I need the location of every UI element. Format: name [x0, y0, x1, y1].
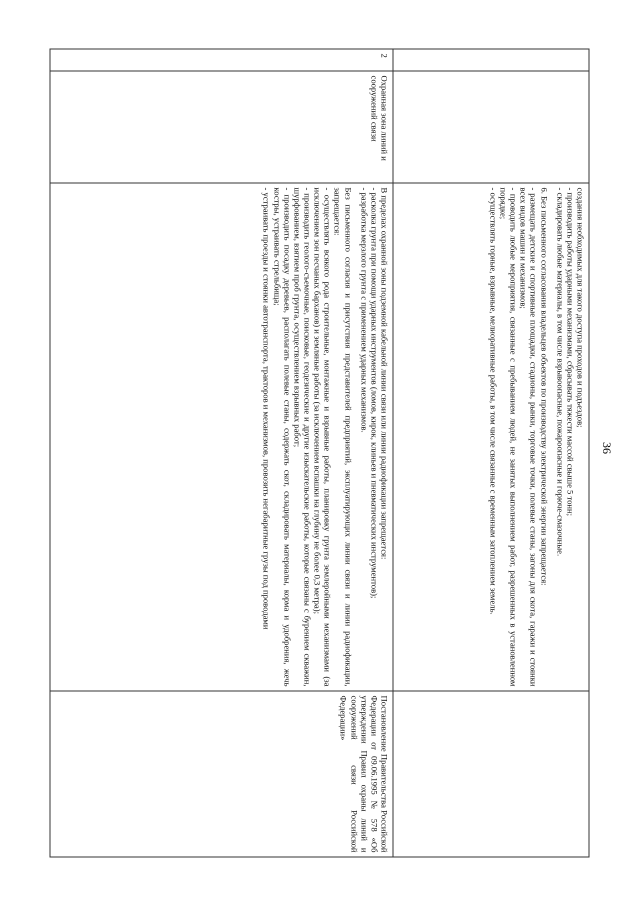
legal-basis-cell — [50, 691, 393, 857]
row-number-cell: 2 — [50, 49, 393, 71]
rules-cell — [393, 183, 589, 691]
rule-paragraph: Без письменного согласия и присутствия представителей предприятий, эксплуатирующих линии связи и линии радиофикации, запрещается: — [332, 187, 354, 686]
legal-basis-text: Постановление Правительства Российской Федерации от 09.06.1995 № 578 «Об утверждении Правил охраны линий и сооружений связи Российской Федерации» — [338, 695, 390, 852]
rules-cell — [50, 183, 393, 691]
rule-paragraph: - разработка мерзлого грунта с применением ударных механизмов. — [359, 187, 370, 433]
row-number-cell — [393, 49, 589, 71]
table-row — [393, 49, 589, 857]
rotated-table-container — [51, 48, 590, 856]
rule-paragraph: - размещать детские и спортивные площадки, стадионы, рынки, торговые точки, полевые станы, загоны для скота, гаражи и стоянки всех видов машин и механизмов; — [518, 187, 539, 686]
legal-basis-cell — [393, 691, 589, 857]
rule-paragraph: - производить посадку деревьев, располагать полевые станы, содержать скот, складировать материалы, корма и удобрения, жечь костры, устраивать стрельбища; — [272, 187, 293, 686]
rule-paragraph: создания необходимых для такого доступа проходов и подъездов; — [575, 187, 586, 428]
table-row — [50, 49, 393, 857]
rule-paragraph: - производить работы ударными механизмами, сбрасывать тяжести массой свыше 5 тонн; — [565, 187, 576, 516]
zone-name-cell — [393, 71, 589, 183]
zone-name-cell: Охранная зона линий и сооружений связи — [50, 71, 393, 183]
rule-paragraph: - осуществлять всякого рода строительные, монтажные и взрывные работы, планировку грунта землеройными механизмами (за исключением зон песчаных барханов) и земляные работы (за исключением вспашки на глубину не более 0,3 метра); — [312, 187, 333, 686]
rule-paragraph: - производить геолого-съемочные, поисковые, геодезические и другие изыскательские работы, которые связаны с бурением скважин, шурфованием, взятием проб грунта, осуществлением взрывных работ; — [292, 187, 313, 686]
rule-paragraph: - устраивать проезды и стоянки автотранспорта, тракторов и механизмов, провозить негабаритные грузы под проводами — [261, 187, 272, 629]
rule-paragraph: В пределах охранной зоны подземной кабельной линии связи или линии радиофикации запрещается: — [379, 187, 390, 559]
rule-paragraph: - осуществлять горные, взрывные, мелиоративные работы, в том числе связанные с временным затоплением земель. — [488, 187, 499, 615]
page-number: 36 — [600, 442, 614, 454]
regulations-table — [50, 48, 590, 857]
rule-paragraph: - расколка грунта при помощи ударных инструментов (ломов, кирок, клиньев и пневматических инструментов); — [369, 187, 380, 598]
rule-paragraph: 6. Без письменного согласования владельцев объектов по производству электрической энергии запрещается: — [539, 187, 550, 586]
rule-paragraph: - складировать любые материалы, в том числе взрывоопасные, пожароопасные и горюче-смазочные. — [555, 187, 566, 556]
rule-paragraph: - проводить любые мероприятия, связанные с пребыванием людей, не занятых выполнением работ, разрешенных в установленном порядке; — [498, 187, 519, 686]
